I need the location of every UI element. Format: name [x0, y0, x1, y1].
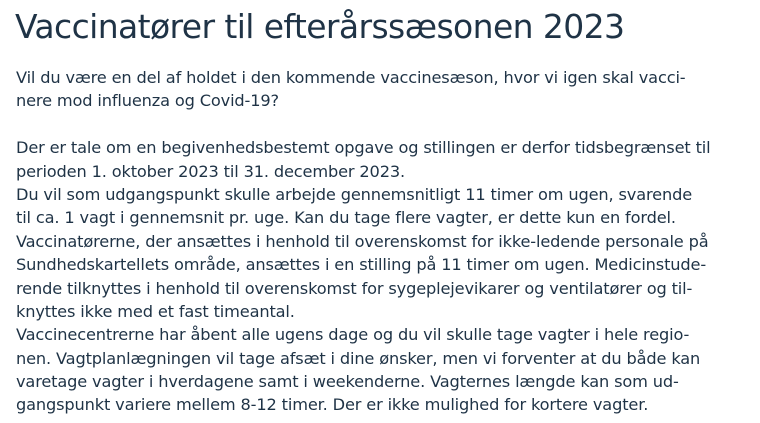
text-line: Du vil som udgangspunkt skulle arbejde gennemsnitligt 11 timer om ugen, svarende	[16, 184, 693, 204]
text-line: nere mod influenza og Covid-19?	[16, 91, 279, 111]
text-line: Vaccinatørerne, der ansættes i henhold til overenskomst for ikke-ledende personale på	[16, 231, 709, 251]
text-line: Vil du være en del af holdet i den kommende vaccinesæson, hvor vi igen skal vacci-	[16, 68, 686, 87]
paragraph-gap	[16, 113, 756, 136]
text-line: rende tilknyttes i henhold til overenskomst for sygeplejevikarer og ventilatører og til-	[16, 278, 693, 298]
text-line: til ca. 1 vagt i gennemsnit pr. uge. Kan du tage flere vagter, er dette kun en fordel.	[16, 208, 676, 228]
article-body	[16, 66, 756, 417]
text-line: varetage vagter i hverdagene samt i weekenderne. Vagternes længde kan som ud-	[16, 372, 679, 392]
intro-paragraph	[16, 66, 756, 113]
text-line: Vaccinecentrerne har åbent alle ugens dage og du vil skulle tage vagter i hele regio-	[16, 325, 690, 345]
text-line: knyttes ikke med et fast timeantal.	[16, 301, 295, 321]
text-line: Der er tale om en begivenhedsbestemt opgave og stillingen er derfor tidsbegrænset til	[16, 138, 711, 158]
text-line: nen. Vagtplanlægningen vil tage afsæt i dine ønsker, men vi forventer at du både kan	[16, 348, 701, 368]
text-line: perioden 1. oktober 2023 til 31. december 2023.	[16, 161, 405, 181]
page-title: Vaccinatører til efterårssæsonen 2023	[15, 7, 625, 46]
details-paragraph	[16, 136, 756, 417]
text-line: gangspunkt variere mellem 8-12 timer. Der er ikke mulighed for kortere vagter.	[16, 395, 649, 415]
text-line: Sundhedskartellets område, ansættes i en stilling på 11 timer om ugen. Medicinstude-	[16, 255, 707, 275]
